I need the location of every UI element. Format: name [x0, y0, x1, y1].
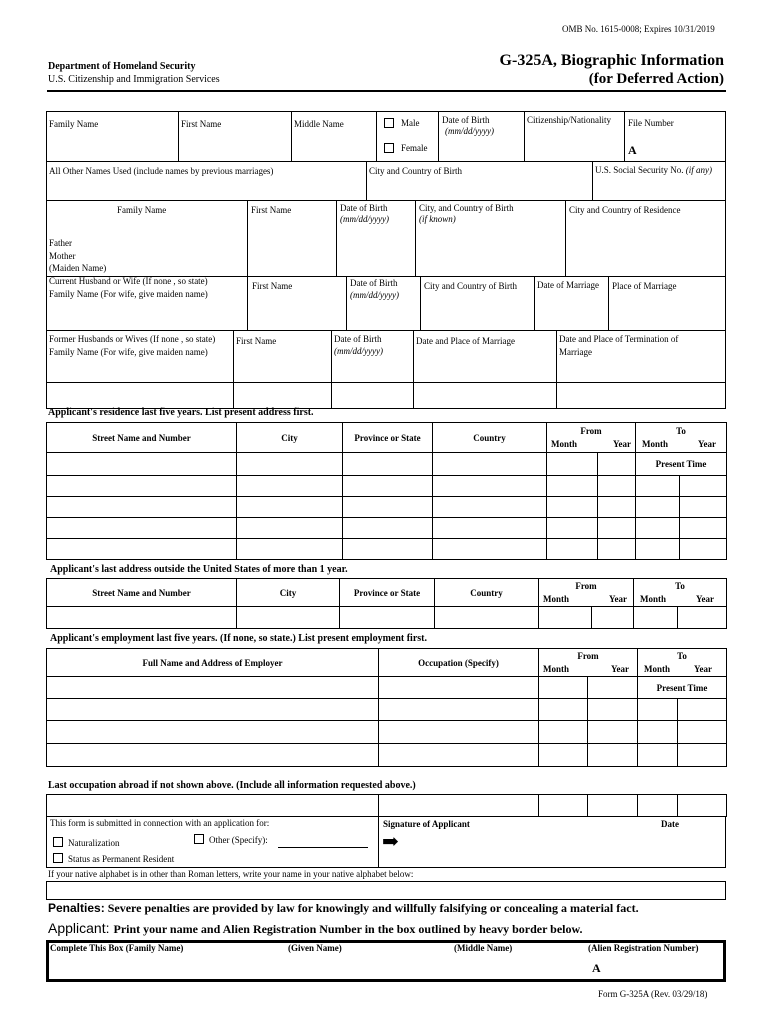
- residence-cell[interactable]: [433, 539, 547, 560]
- employment-to-year: Year: [694, 664, 712, 674]
- employment-cell[interactable]: [539, 699, 588, 721]
- applicant-label: Applicant:: [48, 920, 110, 936]
- residence-cell[interactable]: [547, 518, 598, 539]
- employment-cell[interactable]: [379, 744, 539, 767]
- employment-heading: Applicant's employment last five years. (If none, so state.) List present employment first.: [50, 633, 427, 644]
- abroad-heading: Applicant's last address outside the United States of more than 1 year.: [50, 564, 348, 575]
- residence-cell[interactable]: [47, 518, 237, 539]
- employment-from-year: Year: [611, 664, 629, 674]
- parents-residence-label: City and Country of Residence: [569, 205, 681, 215]
- other-names-field[interactable]: [47, 178, 365, 199]
- final-given-name-field[interactable]: [285, 955, 445, 979]
- residence-cell[interactable]: [680, 518, 727, 539]
- residence-cell[interactable]: [237, 539, 343, 560]
- residence-cell[interactable]: [433, 476, 547, 497]
- former-dob-format: (mm/dd/yyyy): [334, 346, 383, 356]
- signature-label: Signature of Applicant: [383, 819, 470, 829]
- employment-cell[interactable]: [379, 677, 539, 699]
- former-family-name-field-2[interactable]: [47, 383, 232, 407]
- former-first-name-label: First Name: [236, 336, 277, 346]
- female-label: Female: [401, 143, 428, 153]
- middle-name-label: Middle Name: [294, 119, 344, 129]
- employment-cell[interactable]: [588, 677, 638, 699]
- male-label: Male: [401, 118, 420, 128]
- residence-cell[interactable]: [547, 539, 598, 560]
- subagency-name: U.S. Citizenship and Immigration Services: [48, 74, 220, 85]
- residence-cell[interactable]: [47, 453, 237, 476]
- native-alphabet-field[interactable]: [46, 881, 726, 900]
- penalties-text: Severe penalties are provided by law for knowingly and willfully falsifying or concealing a material fact.: [107, 901, 639, 915]
- ssn-field[interactable]: [593, 178, 725, 199]
- final-arn-prefix: A: [592, 961, 601, 975]
- form-revision: Form G-325A (Rev. 03/29/18): [598, 989, 708, 999]
- employment-cell[interactable]: [379, 721, 539, 744]
- residence-cell[interactable]: [636, 539, 680, 560]
- ssn-label-text: U.S. Social Security No.: [595, 165, 684, 175]
- residence-cell[interactable]: [598, 497, 636, 518]
- residence-cell[interactable]: [433, 497, 547, 518]
- employment-from-header: [539, 649, 638, 677]
- employment-cell[interactable]: [539, 744, 588, 767]
- abroad-cell[interactable]: [678, 607, 727, 629]
- parents-first-name-label: First Name: [251, 205, 292, 215]
- residence-to-year: Year: [698, 439, 716, 449]
- employment-cell[interactable]: [539, 721, 588, 744]
- father-label: Father: [49, 238, 72, 248]
- citizenship-label: Citizenship/Nationality: [527, 115, 611, 125]
- spouse-dob-label: Date of Birth: [350, 278, 398, 288]
- male-checkbox[interactable]: [384, 118, 394, 128]
- employment-to-label: To: [677, 651, 687, 661]
- employment-cell[interactable]: [588, 744, 638, 767]
- abroad-from-label: From: [575, 581, 597, 591]
- employment-present-time: Present Time: [638, 677, 727, 699]
- agency-name: Department of Homeland Security: [48, 61, 196, 72]
- residence-from-header: [547, 423, 636, 453]
- ssn-note: (if any): [685, 165, 712, 175]
- residence-cell[interactable]: [598, 476, 636, 497]
- submission-intro: This form is submitted in connection with an application for:: [50, 818, 270, 828]
- residence-cell[interactable]: [547, 453, 598, 476]
- residence-cell[interactable]: [547, 497, 598, 518]
- residence-cell[interactable]: [343, 497, 433, 518]
- residence-cell[interactable]: [680, 476, 727, 497]
- residence-col-street: Street Name and Number: [47, 423, 237, 453]
- abroad-cell[interactable]: [539, 607, 592, 629]
- parents-first-name-field[interactable]: [248, 218, 335, 274]
- former-label-2: Family Name (For wife, give maiden name): [49, 347, 208, 357]
- last-occupation-cell[interactable]: [638, 795, 678, 817]
- parents-dob-format: (mm/dd/yyyy): [340, 214, 389, 224]
- employment-table: [46, 648, 727, 767]
- residence-cell[interactable]: [598, 453, 636, 476]
- family-name-label: Family Name: [49, 119, 99, 129]
- permanent-resident-checkbox[interactable]: [53, 853, 63, 863]
- residence-cell[interactable]: [636, 518, 680, 539]
- last-occupation-cell[interactable]: [678, 795, 727, 817]
- residence-from-label: From: [580, 426, 602, 436]
- residence-table: [46, 422, 727, 560]
- employment-to-header: [638, 649, 727, 677]
- employment-from-month: Month: [543, 664, 570, 674]
- spouse-dob-format: (mm/dd/yyyy): [350, 290, 399, 300]
- abroad-to-header: [634, 579, 727, 607]
- spouse-first-name-label: First Name: [252, 281, 293, 291]
- abroad-cell[interactable]: [237, 607, 340, 629]
- city-country-birth-label: City and Country of Birth: [369, 166, 462, 176]
- employment-cell[interactable]: [638, 721, 678, 744]
- other-specify-field[interactable]: [278, 834, 368, 847]
- other-label: Other (Specify):: [209, 835, 268, 845]
- parents-residence-field[interactable]: [566, 218, 725, 274]
- signature-date-field[interactable]: [640, 832, 724, 866]
- residence-from-month: Month: [551, 439, 578, 449]
- residence-from-year: Year: [613, 439, 631, 449]
- residence-col-city: City: [237, 423, 343, 453]
- residence-cell[interactable]: [237, 453, 343, 476]
- family-name-field[interactable]: [47, 133, 177, 159]
- applicant-text: Print your name and Alien Registration Number in the box outlined by heavy border below.: [113, 922, 583, 936]
- residence-cell[interactable]: [47, 539, 237, 560]
- last-occupation-heading: Last occupation abroad if not shown above. (Include all information requested above.): [48, 780, 416, 791]
- former-dob-field[interactable]: [332, 360, 412, 381]
- parents-city-birth-label: City, and Country of Birth: [419, 203, 514, 213]
- residence-cell[interactable]: [47, 497, 237, 518]
- abroad-to-month: Month: [640, 594, 667, 604]
- spouse-family-name-field[interactable]: [47, 302, 246, 329]
- residence-to-month: Month: [642, 439, 669, 449]
- abroad-from-header: [539, 579, 634, 607]
- header-rule: [47, 90, 726, 92]
- final-family-name-label: Complete This Box (Family Name): [50, 943, 184, 953]
- first-name-field[interactable]: [179, 133, 290, 159]
- naturalization-checkbox[interactable]: [53, 837, 63, 847]
- parents-if-known: (if known): [419, 214, 456, 224]
- residence-cell[interactable]: [343, 476, 433, 497]
- residence-col-province: Province or State: [343, 423, 433, 453]
- spouse-place-marriage-label: Place of Marriage: [612, 281, 677, 291]
- parents-family-name-label: Family Name: [117, 205, 167, 215]
- abroad-cell[interactable]: [47, 607, 237, 629]
- omb-number: OMB No. 1615-0008; Expires 10/31/2019: [562, 24, 715, 34]
- former-date-place-label: Date and Place of Marriage: [416, 336, 515, 346]
- spouse-city-birth-field[interactable]: [421, 296, 533, 329]
- employment-cell[interactable]: [588, 721, 638, 744]
- employment-cell[interactable]: [539, 677, 588, 699]
- city-country-birth-field[interactable]: [367, 178, 591, 199]
- last-occupation-cell[interactable]: [379, 795, 539, 817]
- last-occupation-cell[interactable]: [588, 795, 638, 817]
- residence-cell[interactable]: [636, 497, 680, 518]
- abroad-cell[interactable]: [592, 607, 634, 629]
- residence-cell[interactable]: [598, 518, 636, 539]
- other-names-label: All Other Names Used (include names by previous marriages): [49, 166, 274, 176]
- employment-to-month: Month: [644, 664, 671, 674]
- date-label: Date: [661, 819, 679, 829]
- residence-cell[interactable]: [237, 518, 343, 539]
- final-family-name-field[interactable]: [50, 955, 280, 979]
- residence-cell[interactable]: [343, 539, 433, 560]
- former-termination-label-1: Date and Place of Termination of: [559, 334, 679, 344]
- citizenship-field[interactable]: [525, 128, 623, 159]
- file-number-label: File Number: [628, 118, 674, 128]
- residence-heading: Applicant's residence last five years. List present address first.: [48, 407, 314, 418]
- former-label-1: Former Husbands or Wives (If none , so state): [49, 334, 216, 344]
- parents-city-birth-field[interactable]: [416, 228, 564, 274]
- last-occupation-cell[interactable]: [539, 795, 588, 817]
- abroad-col-country: Country: [435, 579, 539, 607]
- employment-from-label: From: [577, 651, 599, 661]
- former-first-name-field[interactable]: [234, 350, 330, 381]
- parents-dob-label: Date of Birth: [340, 203, 388, 213]
- residence-cell[interactable]: [237, 476, 343, 497]
- former-termination-label-2: Marriage: [559, 347, 592, 357]
- dob-label: Date of Birth: [442, 115, 490, 125]
- arrow-right-icon: ➡: [382, 831, 399, 853]
- maiden-name-label: (Maiden Name): [49, 263, 107, 273]
- final-middle-name-field[interactable]: [450, 955, 580, 979]
- residence-cell[interactable]: [547, 476, 598, 497]
- spouse-city-birth-label: City and Country of Birth: [424, 281, 517, 291]
- residence-col-country: Country: [433, 423, 547, 453]
- abroad-cell[interactable]: [634, 607, 678, 629]
- employment-cell[interactable]: [379, 699, 539, 721]
- abroad-from-year: Year: [609, 594, 627, 604]
- employment-cell[interactable]: [47, 744, 379, 767]
- parents-dob-field[interactable]: [337, 228, 414, 274]
- residence-to-header: [636, 423, 727, 453]
- residence-cell[interactable]: [636, 476, 680, 497]
- final-arn-field[interactable]: [605, 955, 723, 979]
- abroad-to-label: To: [675, 581, 685, 591]
- residence-cell[interactable]: [433, 518, 547, 539]
- spouse-place-marriage-field[interactable]: [609, 296, 725, 329]
- spouse-date-marriage-field[interactable]: [535, 296, 607, 329]
- other-checkbox[interactable]: [194, 834, 204, 844]
- form-subtitle: (for Deferred Action): [588, 71, 724, 87]
- former-date-place-field[interactable]: [414, 350, 555, 381]
- spouse-date-marriage-label: Date of Marriage: [537, 280, 599, 290]
- other-specify-line: [278, 847, 368, 848]
- residence-cell[interactable]: [47, 476, 237, 497]
- form-title: G-325A, Biographic Information: [499, 52, 724, 69]
- former-dob-label: Date of Birth: [334, 334, 382, 344]
- former-termination-field[interactable]: [557, 360, 725, 381]
- abroad-to-year: Year: [696, 594, 714, 604]
- residence-cell[interactable]: [237, 497, 343, 518]
- residence-cell[interactable]: [343, 453, 433, 476]
- residence-present-time: Present Time: [636, 453, 727, 476]
- last-occupation-cell[interactable]: [47, 795, 379, 817]
- female-checkbox[interactable]: [384, 143, 394, 153]
- signature-field[interactable]: [405, 832, 655, 866]
- residence-cell[interactable]: [343, 518, 433, 539]
- employment-cell[interactable]: [678, 744, 727, 767]
- final-middle-name-label: (Middle Name): [454, 943, 513, 953]
- middle-name-field[interactable]: [292, 133, 375, 159]
- dob-format: (mm/dd/yyyy): [445, 126, 494, 136]
- abroad-cell[interactable]: [340, 607, 435, 629]
- ssn-label: [595, 165, 712, 176]
- residence-to-label: To: [676, 426, 686, 436]
- employment-cell[interactable]: [638, 744, 678, 767]
- final-arn-label: (Alien Registration Number): [588, 943, 699, 953]
- residence-cell[interactable]: [433, 453, 547, 476]
- abroad-col-street: Street Name and Number: [47, 579, 237, 607]
- permanent-resident-label: Status as Permanent Resident: [68, 854, 175, 864]
- spouse-label-1: Current Husband or Wife (If none , so state): [49, 276, 208, 286]
- abroad-col-city: City: [237, 579, 340, 607]
- employment-cell[interactable]: [638, 699, 678, 721]
- employment-cell[interactable]: [47, 677, 379, 699]
- employment-cell[interactable]: [678, 699, 727, 721]
- last-occupation-table: [46, 794, 727, 817]
- employment-col-occupation: Occupation (Specify): [379, 649, 539, 677]
- employment-cell[interactable]: [47, 721, 379, 744]
- mother-label: Mother: [49, 251, 76, 261]
- naturalization-label: Naturalization: [68, 838, 120, 848]
- native-alphabet-label: If your native alphabet is in other than Roman letters, write your name in your native alphabet below:: [48, 869, 414, 879]
- employment-cell[interactable]: [47, 699, 379, 721]
- abroad-col-province: Province or State: [340, 579, 435, 607]
- residence-cell[interactable]: [598, 539, 636, 560]
- spouse-label-2: Family Name (For wife, give maiden name): [49, 289, 208, 299]
- spouse-dob-field[interactable]: [347, 302, 419, 329]
- spouse-first-name-field[interactable]: [248, 296, 345, 329]
- penalties-label: Penalties:: [48, 901, 105, 915]
- employment-cell[interactable]: [588, 699, 638, 721]
- employment-col-employer: Full Name and Address of Employer: [47, 649, 379, 677]
- abroad-table: [46, 578, 727, 629]
- file-number-prefix: A: [628, 143, 637, 157]
- residence-cell[interactable]: [680, 497, 727, 518]
- employment-cell[interactable]: [678, 721, 727, 744]
- abroad-from-month: Month: [543, 594, 570, 604]
- first-name-label: First Name: [181, 119, 222, 129]
- abroad-cell[interactable]: [435, 607, 539, 629]
- dob-field[interactable]: [439, 138, 523, 159]
- final-given-name-label: (Given Name): [288, 943, 342, 953]
- former-family-name-field[interactable]: [47, 360, 232, 381]
- residence-cell[interactable]: [680, 539, 727, 560]
- parents-family-name-field[interactable]: [110, 230, 246, 274]
